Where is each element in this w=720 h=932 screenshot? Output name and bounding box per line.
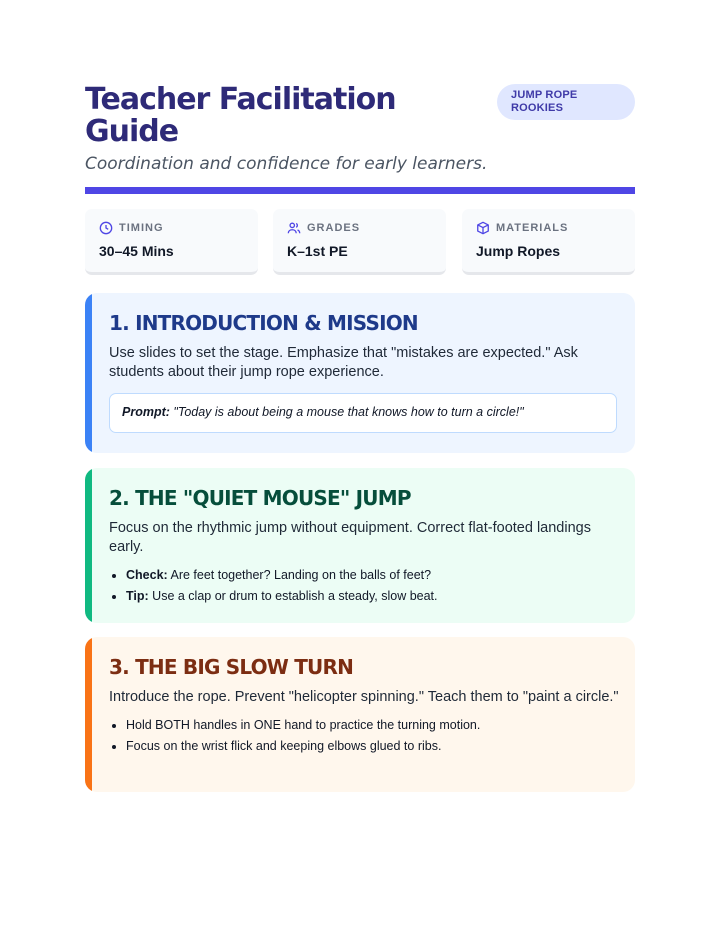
guide-page [85,82,635,259]
accent-bar [85,468,92,623]
bullet-text: Use a clap or drum to establish a steady, slow beat. [152,589,438,603]
section-heading: 3. THE BIG SLOW TURN [109,655,354,679]
list-item [126,589,617,603]
stat-grades [273,209,446,275]
list-item: • Hold BOTH handles in ONE hand to practice the turning motion. [126,718,617,732]
section-body: Introduce the rope. Prevent "helicopter spinning." Teach them to "paint a circle." [109,689,619,705]
header [85,84,635,184]
section-card-quiet-mouse [85,468,635,623]
stat-value: 30–45 Mins [99,243,174,259]
stat-label: MATERIALS [496,222,569,234]
section-card-slow-turn [85,637,635,792]
users-icon [287,221,301,235]
stat-value: K–1st PE [287,243,348,259]
bullet-lead: Tip: [126,589,149,603]
section-body: Focus on the rhythmic jump without equipment. Correct flat-footed landings early. [109,520,591,555]
section-heading: 1. INTRODUCTION & MISSION [109,311,418,335]
prompt-label: Prompt: [122,405,170,419]
list-item: • Focus on the wrist flick and keeping elbows glued to ribs. [126,739,617,753]
stat-timing [85,209,258,275]
stat-materials [462,209,635,275]
topic-badge: JUMP ROPE ROOKIES [497,84,635,120]
box-icon [476,221,490,235]
prompt-text: "Today is about being a mouse that knows how to turn a circle!" [173,405,524,419]
section-card-introduction [85,293,635,453]
section-heading: 2. THE "QUIET MOUSE" JUMP [109,486,411,510]
bullet-text: Are feet together? Landing on the balls of feet? [170,568,432,582]
bullet-lead: Check: [126,568,168,582]
bullet-list [126,568,617,603]
header-divider [85,187,635,194]
stats-row [85,209,635,275]
stat-label: TIMING [119,222,164,234]
bullet-list [126,718,617,753]
page-title: Teacher Facilitation Guide [85,82,396,149]
prompt-box [109,393,617,433]
page-subtitle: Coordination and confidence for early learners. [85,154,488,174]
accent-bar [85,293,92,453]
section-body: Use slides to set the stage. Emphasize that "mistakes are expected." Ask students about their jump rope experience. [109,345,578,380]
stat-value: Jump Ropes [476,243,561,259]
list-item [126,568,617,582]
clock-icon [99,221,113,235]
accent-bar [85,637,92,792]
stat-label: GRADES [307,222,361,234]
